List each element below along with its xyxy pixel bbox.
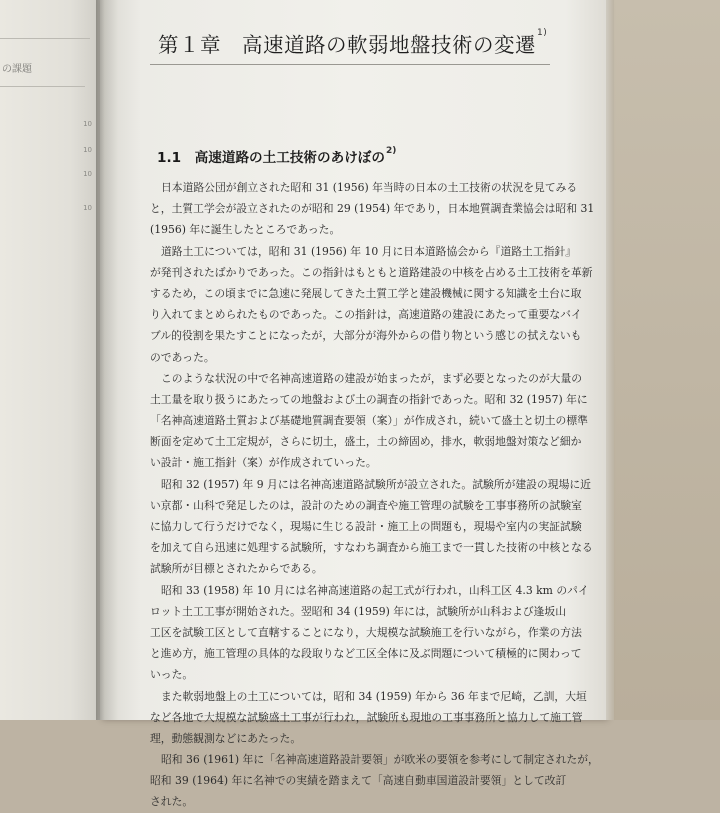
paragraph-line: り入れてまとめられたものであった。この指針は，高速道路の建設にあたって重要なバイ	[150, 308, 582, 322]
paragraph-line: 昭和 33 (1958) 年 10 月には名神高速道路の起工式が行われ，山科工区 4.3 km のパイ	[161, 583, 589, 597]
paragraph-line: と，土質工学会が設立されたのが昭和 29 (1954) 年であり，日本地質調査業協会は昭和 31	[150, 202, 595, 216]
paragraph-line: 昭和 32 (1957) 年 9 月には名神高速道路試験所が設立された。試験所が建設の現場に近	[161, 477, 591, 491]
paragraph-line: 試験所が目標とされたからである。	[150, 562, 323, 576]
body-text	[150, 177, 599, 813]
paragraph-line: 「名神高速道路土質および基礎地質調査要領（案）」が作成され，続いて盛土と切土の標準	[150, 414, 588, 428]
left-facing-page	[0, 0, 100, 720]
paragraph-line: を加えて自ら迅速に処理する試験所，すなわち調査から施工まで一貫した技術の中核となる	[150, 541, 593, 555]
book-gutter-shadow	[96, 0, 118, 720]
paragraph-line: また軟弱地盤上の土工については，昭和 34 (1959) 年から 36 年まで尼崎，乙訓，大垣	[161, 689, 587, 703]
page-rule	[0, 38, 90, 39]
paragraph-line: された。	[150, 795, 194, 809]
page-rule	[0, 86, 85, 87]
left-page-number: 10	[83, 170, 92, 178]
paragraph-line: い設計・施工指針（案）が作成されていった。	[150, 456, 377, 470]
paragraph-line: 昭和 36 (1961) 年に「名神高速道路設計要領」が欧米の要領を参考にして制定されたが，	[161, 753, 599, 767]
paragraph-line: ロット土工工事が開始された。翌昭和 34 (1959) 年には，試験所が山科および逢坂山	[150, 604, 567, 618]
paragraph-line: ブル的役割を果たすことになったが，大部分が海外からの借り物という感じの拭えないも	[150, 329, 582, 343]
paragraph-line: 道路土工については，昭和 31 (1956) 年 10 月に日本道路協会から『道路土工指針』	[161, 244, 577, 258]
chapter-title-text: 第１章 高速道路の軟弱地盤技術の変遷	[158, 33, 536, 57]
chapter-divider	[150, 64, 550, 65]
paragraph-line: 日本道路公団が創立された昭和 31 (1956) 年当時の日本の土工技術の状況を見てみる	[161, 181, 578, 194]
paragraph-line: に協力して行うだけでなく，現場に生じる設計・施工上の問題も，現場や室内の実証試験	[150, 520, 582, 533]
paragraph-line: するため，この頃までに急速に発展してきた土質工学と建設機械に関する知識を土台に取	[150, 286, 582, 300]
paragraph-line: 昭和 39 (1964) 年に名神での実績を踏まえて「高速自動車国道設計要領」として改訂	[150, 774, 567, 788]
paragraph-line: など各地で大規模な試験盛土工事が行われ，試験所も現地の工事事務所と協力して施工管	[150, 710, 583, 724]
paragraph-line: のであった。	[150, 350, 215, 364]
paragraph-line: 工区を試験工区として直轄することになり，大規模な試験施工を行いながら，作業の方法	[150, 625, 582, 639]
paragraph-line: が発刊されたばかりであった。この指針はもともと道路建設の中核を占める土工技術を革新	[150, 265, 593, 279]
section-footnote-ref: 2)	[386, 146, 397, 156]
paragraph-line: と進め方，施工管理の具体的な段取りなど工区全体に及ぶ問題について積極的に関わって	[150, 647, 582, 661]
left-page-fragment: の課題	[2, 64, 32, 75]
chapter-title	[158, 28, 547, 58]
left-page-number: 10	[83, 120, 92, 128]
paragraph-line: い京都・山科で発足したのは，設計のための調査や施工管理の試験を工事事務所の試験室	[150, 498, 582, 512]
paragraph-line: 理，動態観測などにあたった。	[150, 731, 302, 745]
chapter-footnote-ref: 1)	[537, 28, 548, 38]
paragraph-line: いった。	[150, 668, 194, 682]
left-page-number: 10	[83, 204, 92, 212]
left-page-number: 10	[83, 146, 92, 154]
section-title-text: 1.1 高速道路の土工技術のあけぼの	[157, 150, 385, 166]
paragraph-line: 土工量を取り扱うにあたっての地盤および土の調査の指針であった。昭和 32 (1957) 年に	[150, 392, 588, 406]
section-heading	[157, 146, 396, 166]
paragraph-line: 断面を定めて土工定規が，さらに切土，盛土，土の締固め，排水，軟弱地盤対策など細か	[150, 435, 582, 449]
paragraph-line: このような状況の中で名神高速道路の建設が始まったが，まず必要となったのが大量の	[161, 371, 583, 385]
paragraph-line: (1956) 年に誕生したところであった。	[150, 223, 341, 237]
page-edge	[606, 0, 614, 720]
